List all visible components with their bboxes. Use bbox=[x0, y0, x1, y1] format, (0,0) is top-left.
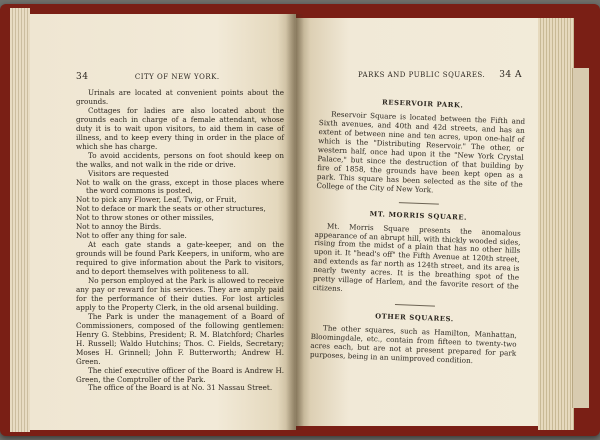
right-page bbox=[296, 18, 538, 426]
section-text: Mt. Morris Square presents the anomalous appearance of an abrupt hill, with thickly wooded sides, rising from the midst of a plain that has no other hills upon it. It "head's off" the Fifth Avenue at 120th street, and extends as far north as 124th street, and its area is nearly twenty acres. It is the breathing spot of the pretty village of Harlem, and the favorite resort of the citizens. bbox=[312, 220, 521, 294]
rule-item: Not to offer any thing for sale. bbox=[76, 231, 187, 241]
paragraph: Visitors are requested bbox=[88, 168, 169, 178]
paragraph: At each gate stands a gate-keeper, and on the grounds will be found Park Keepers, in uniform, who are required to give information about the Park to visitors, and to deport themselves with politeness to all. bbox=[76, 240, 284, 277]
left-page-body bbox=[76, 89, 284, 393]
page-edges-right bbox=[538, 18, 574, 430]
inserted-leaf bbox=[572, 68, 589, 408]
section-text: Reservoir Square is located between the Fifth and Sixth avenues, and 40th and 42d streets, and has an extent of between nine and ten acres, upon one-half of which is the "Distributing Reservoir." The other, or western half, once had upon it the "New York Crystal Palace," but since the destruction of that building by fire of 1858, the grounds have been kept open as a park. This square has been selected as the site of the College of the City of New York. bbox=[316, 109, 526, 195]
section-reservoir-park bbox=[316, 96, 525, 198]
left-running-title: CITY OF NEW YORK. bbox=[134, 73, 220, 81]
section-text: The other squares, such as Hamilton, Manhattan, Bloomingdale, etc., contain from fifteen to twenty-two acres each, but are not at present prepared for park purposes, being in an unimproved condition. bbox=[309, 323, 518, 366]
section-divider bbox=[395, 304, 435, 307]
paragraph: Urinals are located at convenient points about the grounds. bbox=[76, 88, 284, 106]
section-heading: MT. MORRIS SQUARE. bbox=[369, 209, 468, 222]
right-running-head bbox=[334, 70, 522, 80]
paragraph: To avoid accidents, persons on foot should keep on the walks, and not walk in the ride or drive. bbox=[76, 150, 284, 169]
left-page-number: 34 bbox=[76, 72, 89, 82]
book-gutter bbox=[286, 14, 304, 430]
right-page-body bbox=[310, 94, 526, 368]
right-page-number: 34 A bbox=[499, 70, 522, 80]
section-other-squares bbox=[310, 310, 518, 368]
paragraph: The Park is under the management of a Board of Commissioners, composed of the following gentlemen: Henry G. Stebbins, President; R. M. Blatchford; Charles H. Russell; Waldo Hutchins; Thos. C. Fields, Secretary; Moses H. Grinnell; John F. Butterworth; Andrew H. Green. bbox=[76, 311, 284, 366]
left-page bbox=[30, 14, 296, 430]
section-heading: RESERVOIR PARK. bbox=[381, 98, 464, 110]
paragraph: The office of the Board is at No. 31 Nassau Street. bbox=[88, 383, 273, 393]
section-mt-morris-square bbox=[312, 207, 521, 300]
rule-item: Not to walk on the grass, except in those places where the word commons is posted, bbox=[76, 177, 284, 196]
page-edges-left bbox=[10, 8, 30, 432]
section-divider bbox=[399, 202, 439, 205]
rule-item: Not to deface or mark the seats or other structures, bbox=[76, 204, 266, 214]
paragraph: The chief executive officer of the Board is Andrew H. Green, the Comptroller of the Park. bbox=[76, 365, 284, 384]
section-heading: OTHER SQUARES. bbox=[375, 312, 454, 324]
paragraph: Cottages for ladies are also located about the grounds each in charge of a female attendant, whose duty it is to wait upon visitors, to aid them in case of illness, and to keep every thing in order in the place of which she has charge. bbox=[76, 105, 284, 151]
rule-item: Not to throw stones or other missiles, bbox=[76, 213, 214, 223]
rule-item: Not to pick any Flower, Leaf, Twig, or Fruit, bbox=[76, 195, 237, 205]
left-running-head bbox=[76, 72, 276, 82]
right-running-title: PARKS AND PUBLIC SQUARES. bbox=[357, 71, 486, 79]
paragraph: No person employed at the Park is allowed to receive any pay or reward for his services. They are amply paid for the performance of their duties. For lost articles apply to the Property Clerk, in the old arsenal building. bbox=[76, 276, 284, 312]
rule-item: Not to annoy the Birds. bbox=[76, 222, 162, 232]
